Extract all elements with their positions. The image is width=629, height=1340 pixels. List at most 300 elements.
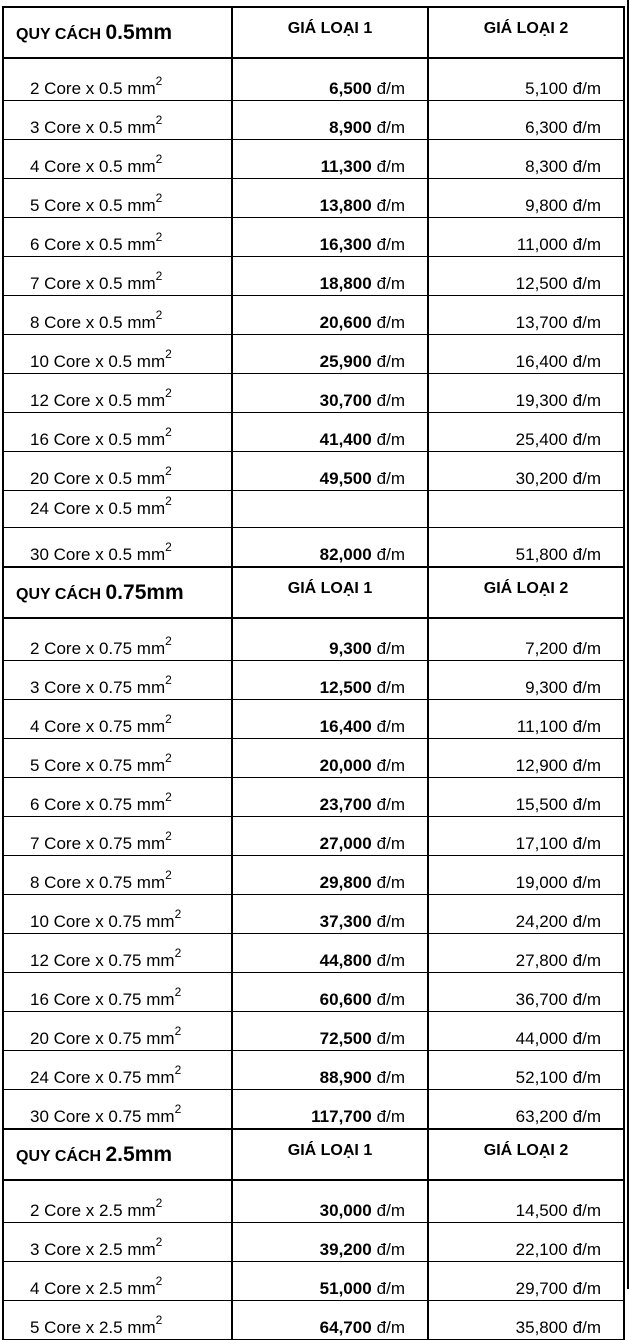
price-type-1-cell — [232, 934, 428, 973]
spec-header-prefix: QUY CÁCH — [16, 1147, 102, 1165]
square-exponent: 2 — [174, 985, 182, 1000]
table-row — [3, 661, 624, 700]
price-type-1-value: 9,300 — [329, 639, 372, 658]
price-unit: đ/m — [572, 912, 601, 931]
price-unit: đ/m — [376, 430, 405, 449]
price-unit: đ/m — [572, 274, 601, 293]
price-unit: đ/m — [376, 678, 405, 697]
price-unit: đ/m — [376, 990, 405, 1009]
price-type-2-cell — [428, 895, 624, 934]
price-type-2-value: 11,000 — [516, 235, 568, 254]
price-type-2-value: 22,100 — [515, 1240, 568, 1259]
price-type-1-header: GIÁ LOẠI 1 — [232, 7, 428, 58]
price-unit: đ/m — [572, 391, 601, 410]
price-unit: đ/m — [376, 469, 405, 488]
price-type-1-value: 41,400 — [319, 430, 372, 449]
price-type-2-cell — [428, 1090, 624, 1130]
price-type-1-cell — [232, 1090, 428, 1130]
cable-spec-text: 16 Core x 0.75 mm — [30, 990, 175, 1009]
price-unit: đ/m — [376, 951, 405, 970]
price-unit: đ/m — [572, 545, 601, 564]
price-type-1-cell — [232, 1012, 428, 1051]
price-unit: đ/m — [572, 469, 601, 488]
price-type-2-cell — [428, 58, 624, 101]
table-row — [3, 973, 624, 1012]
cable-spec-cell — [3, 528, 232, 568]
square-exponent: 2 — [165, 868, 172, 883]
square-exponent: 2 — [155, 1196, 163, 1211]
cable-spec-text: 12 Core x 0.75 mm — [30, 951, 175, 970]
price-type-2-value: 63,200 — [515, 1107, 568, 1126]
price-unit: đ/m — [376, 756, 405, 775]
price-type-1-cell — [232, 778, 428, 817]
cable-spec-text: 20 Core x 0.5 mm — [30, 469, 166, 488]
square-exponent: 2 — [155, 308, 163, 323]
price-type-2-value: 36,700 — [515, 990, 568, 1009]
price-type-2-cell — [428, 374, 624, 413]
price-type-1-cell — [232, 140, 428, 179]
table-row — [3, 179, 624, 218]
square-exponent: 2 — [165, 493, 172, 508]
price-type-2-value: 27,800 — [515, 951, 568, 970]
price-unit: đ/m — [572, 951, 601, 970]
cable-spec-cell — [3, 778, 232, 817]
table-row — [3, 778, 624, 817]
table-row — [3, 1180, 624, 1223]
price-unit: đ/m — [572, 1318, 601, 1337]
section-header-row — [3, 567, 624, 618]
price-unit: đ/m — [572, 352, 601, 371]
square-exponent: 2 — [155, 230, 163, 245]
price-unit: đ/m — [572, 1279, 601, 1298]
square-exponent: 2 — [155, 1235, 163, 1250]
price-type-1-value: 72,500 — [319, 1029, 372, 1048]
price-unit: đ/m — [376, 313, 405, 332]
price-type-1-cell — [232, 1262, 428, 1301]
cable-spec-cell — [3, 218, 232, 257]
cable-spec-cell — [3, 934, 232, 973]
price-type-1-value: 29,800 — [319, 873, 372, 892]
price-type-2-cell — [428, 257, 624, 296]
table-row — [3, 335, 624, 374]
price-type-1-value: 18,800 — [319, 274, 372, 293]
cable-spec-cell — [3, 257, 232, 296]
price-type-2-value: 8,300 — [525, 157, 568, 176]
table-row — [3, 374, 624, 413]
cable-spec-cell — [3, 1223, 232, 1262]
price-unit: đ/m — [376, 274, 405, 293]
price-unit: đ/m — [376, 1107, 405, 1126]
price-type-2-cell — [428, 296, 624, 335]
price-type-2-cell — [428, 661, 624, 700]
cable-spec-text: 5 Core x 0.5 mm — [30, 196, 156, 215]
cable-spec-cell — [3, 1090, 232, 1130]
price-type-1-value: 30,700 — [319, 391, 372, 410]
price-type-2-value: 9,800 — [525, 196, 568, 215]
price-unit: đ/m — [376, 717, 405, 736]
price-type-2-value: 51,800 — [515, 545, 568, 564]
price-type-2-cell — [428, 1051, 624, 1090]
square-exponent: 2 — [174, 1024, 182, 1039]
price-type-1-value: 82,000 — [319, 545, 372, 564]
square-exponent: 2 — [165, 712, 172, 727]
price-type-1-cell — [232, 374, 428, 413]
cable-spec-cell — [3, 491, 232, 528]
price-type-2-cell — [428, 1262, 624, 1301]
price-unit: đ/m — [572, 430, 601, 449]
price-unit: đ/m — [376, 391, 405, 410]
price-type-1-value: 16,400 — [319, 717, 372, 736]
section-header-row — [3, 1129, 624, 1180]
square-exponent: 2 — [174, 1063, 182, 1078]
price-type-2-cell — [428, 335, 624, 374]
price-unit: đ/m — [572, 1240, 601, 1259]
spec-header-size: 0.75mm — [105, 580, 184, 604]
cable-spec-cell — [3, 817, 232, 856]
spec-header-prefix: QUY CÁCH — [16, 25, 102, 43]
price-type-2-value: 24,200 — [515, 912, 568, 931]
price-unit: đ/m — [572, 873, 601, 892]
square-exponent: 2 — [155, 191, 163, 206]
cable-spec-text: 4 Core x 0.75 mm — [30, 717, 166, 736]
square-exponent: 2 — [165, 790, 172, 805]
cable-spec-text: 16 Core x 0.5 mm — [30, 430, 166, 449]
price-type-1-value: 64,700 — [319, 1318, 372, 1337]
price-unit: đ/m — [376, 352, 405, 371]
spec-header-prefix: QUY CÁCH — [16, 585, 102, 603]
price-type-2-value: 15,500 — [515, 795, 568, 814]
table-row — [3, 1051, 624, 1090]
price-unit: đ/m — [572, 639, 601, 658]
price-unit: đ/m — [376, 795, 405, 814]
price-type-1-cell — [232, 973, 428, 1012]
cable-spec-text: 6 Core x 0.5 mm — [30, 235, 156, 254]
price-type-2-value: 35,800 — [515, 1318, 568, 1337]
price-type-1-value: 23,700 — [319, 795, 372, 814]
price-type-1-cell — [232, 1301, 428, 1340]
price-type-2-header: GIÁ LOẠI 2 — [428, 1129, 624, 1180]
cable-spec-text: 3 Core x 0.75 mm — [30, 678, 166, 697]
price-type-2-cell — [428, 973, 624, 1012]
table-row — [3, 140, 624, 179]
price-type-2-cell — [428, 1180, 624, 1223]
table-row — [3, 58, 624, 101]
price-type-2-cell — [428, 778, 624, 817]
spec-column-header — [3, 7, 232, 58]
cable-spec-cell — [3, 739, 232, 778]
price-unit: đ/m — [572, 196, 601, 215]
price-unit: đ/m — [376, 1279, 405, 1298]
table-row — [3, 1090, 624, 1130]
price-type-2-cell — [428, 218, 624, 257]
cable-spec-text: 5 Core x 0.75 mm — [30, 756, 166, 775]
price-type-2-header: GIÁ LOẠI 2 — [428, 567, 624, 618]
price-unit: đ/m — [376, 235, 405, 254]
price-type-1-cell — [232, 700, 428, 739]
square-exponent: 2 — [155, 269, 163, 284]
cable-spec-cell — [3, 1301, 232, 1340]
price-type-1-header: GIÁ LOẠI 1 — [232, 1129, 428, 1180]
price-type-1-value: 30,000 — [319, 1201, 372, 1220]
price-type-2-value: 11,100 — [516, 717, 568, 736]
price-type-2-value: 12,900 — [515, 756, 568, 775]
price-type-1-value: 39,200 — [319, 1240, 372, 1259]
price-type-1-value: 88,900 — [319, 1068, 372, 1087]
price-unit: đ/m — [572, 678, 601, 697]
price-type-1-value: 16,300 — [319, 235, 372, 254]
cable-spec-text: 2 Core x 0.75 mm — [30, 639, 166, 658]
square-exponent: 2 — [165, 425, 172, 440]
cable-spec-cell — [3, 700, 232, 739]
price-type-1-cell — [232, 413, 428, 452]
price-type-2-cell — [428, 491, 624, 528]
price-type-2-cell — [428, 934, 624, 973]
cable-spec-cell — [3, 335, 232, 374]
square-exponent: 2 — [165, 347, 172, 362]
cable-spec-text: 2 Core x 0.5 mm — [30, 79, 156, 98]
price-type-1-value: 8,900 — [329, 118, 372, 137]
table-row — [3, 528, 624, 568]
table-row — [3, 739, 624, 778]
price-unit: đ/m — [376, 1068, 405, 1087]
cable-spec-cell — [3, 58, 232, 101]
table-row — [3, 101, 624, 140]
square-exponent: 2 — [165, 464, 172, 479]
cable-spec-cell — [3, 856, 232, 895]
price-unit: đ/m — [376, 873, 405, 892]
cable-spec-cell — [3, 1012, 232, 1051]
cable-spec-cell — [3, 179, 232, 218]
price-type-2-value: 9,300 — [525, 678, 568, 697]
price-type-1-cell — [232, 528, 428, 568]
price-unit: đ/m — [376, 1201, 405, 1220]
cable-spec-cell — [3, 1262, 232, 1301]
price-unit: đ/m — [572, 235, 601, 254]
price-type-2-header: GIÁ LOẠI 2 — [428, 7, 624, 58]
price-type-1-cell — [232, 335, 428, 374]
cable-spec-cell — [3, 452, 232, 491]
price-type-1-value: 20,000 — [319, 756, 372, 775]
price-unit: đ/m — [376, 1240, 405, 1259]
cable-spec-text: 4 Core x 2.5 mm — [30, 1279, 156, 1298]
square-exponent: 2 — [165, 540, 172, 555]
square-exponent: 2 — [174, 946, 182, 961]
price-type-2-value: 12,500 — [515, 274, 568, 293]
price-type-1-value: 117,700 — [311, 1107, 372, 1126]
cable-spec-text: 8 Core x 0.75 mm — [30, 873, 166, 892]
price-type-1-value: 25,900 — [319, 352, 372, 371]
price-type-2-value: 19,300 — [515, 391, 568, 410]
table-row — [3, 413, 624, 452]
price-type-1-value: 12,500 — [319, 678, 372, 697]
price-type-1-value: 6,500 — [329, 79, 372, 98]
price-type-1-value: 13,800 — [319, 196, 372, 215]
cable-spec-text: 8 Core x 0.5 mm — [30, 313, 156, 332]
cable-spec-cell — [3, 1051, 232, 1090]
price-type-2-cell — [428, 101, 624, 140]
table-row — [3, 257, 624, 296]
price-unit: đ/m — [572, 313, 601, 332]
price-type-2-cell — [428, 618, 624, 661]
table-row — [3, 856, 624, 895]
cable-spec-text: 24 Core x 0.75 mm — [30, 1068, 175, 1087]
price-type-1-cell — [232, 58, 428, 101]
square-exponent: 2 — [165, 829, 172, 844]
table-row — [3, 1012, 624, 1051]
price-unit: đ/m — [376, 1318, 405, 1337]
price-type-2-cell — [428, 1223, 624, 1262]
square-exponent: 2 — [155, 1313, 163, 1328]
price-type-2-value: 14,500 — [515, 1201, 568, 1220]
cable-spec-cell — [3, 895, 232, 934]
spec-header-size: 2.5mm — [105, 1142, 173, 1166]
spec-column-header — [3, 567, 232, 618]
price-type-1-cell — [232, 895, 428, 934]
price-type-2-value: 17,100 — [515, 834, 568, 853]
table-row — [3, 452, 624, 491]
cable-price-table — [2, 6, 625, 1340]
price-unit: đ/m — [376, 157, 405, 176]
price-type-2-value: 7,200 — [525, 639, 568, 658]
cable-spec-text: 5 Core x 2.5 mm — [30, 1318, 156, 1337]
price-type-1-cell — [232, 1223, 428, 1262]
price-type-2-cell — [428, 817, 624, 856]
price-unit: đ/m — [572, 834, 601, 853]
price-type-1-value: 27,000 — [319, 834, 372, 853]
cable-spec-text: 3 Core x 2.5 mm — [30, 1240, 156, 1259]
price-unit: đ/m — [572, 118, 601, 137]
price-type-1-value: 11,300 — [320, 157, 372, 176]
table-row — [3, 1223, 624, 1262]
price-unit: đ/m — [572, 1068, 601, 1087]
price-type-1-value: 37,300 — [319, 912, 372, 931]
price-unit: đ/m — [572, 157, 601, 176]
price-type-1-cell — [232, 739, 428, 778]
price-type-1-cell — [232, 452, 428, 491]
price-type-2-cell — [428, 413, 624, 452]
table-body — [3, 7, 624, 1340]
cable-spec-text: 10 Core x 0.75 mm — [30, 912, 175, 931]
price-unit: đ/m — [376, 834, 405, 853]
price-type-1-cell — [232, 101, 428, 140]
price-type-1-header: GIÁ LOẠI 1 — [232, 567, 428, 618]
cable-spec-text: 2 Core x 2.5 mm — [30, 1201, 156, 1220]
price-type-2-value: 25,400 — [515, 430, 568, 449]
table-row — [3, 618, 624, 661]
price-type-2-value: 19,000 — [515, 873, 568, 892]
price-unit: đ/m — [572, 795, 601, 814]
price-type-1-value: 60,600 — [319, 990, 372, 1009]
square-exponent: 2 — [165, 386, 172, 401]
table-row — [3, 296, 624, 335]
price-type-1-cell — [232, 1180, 428, 1223]
price-type-2-cell — [428, 739, 624, 778]
price-type-2-value: 52,100 — [515, 1068, 568, 1087]
price-type-1-value: 44,800 — [319, 951, 372, 970]
price-type-1-value: 49,500 — [319, 469, 372, 488]
table-row — [3, 218, 624, 257]
price-type-1-value: 51,000 — [319, 1279, 372, 1298]
cable-spec-text: 12 Core x 0.5 mm — [30, 391, 166, 410]
price-type-1-cell — [232, 218, 428, 257]
price-unit: đ/m — [376, 1029, 405, 1048]
price-type-2-cell — [428, 528, 624, 568]
cable-spec-cell — [3, 661, 232, 700]
price-unit: đ/m — [376, 545, 405, 564]
cable-spec-text: 20 Core x 0.75 mm — [30, 1029, 175, 1048]
cable-spec-text: 6 Core x 0.75 mm — [30, 795, 166, 814]
price-type-2-cell — [428, 1301, 624, 1340]
table-row — [3, 491, 624, 528]
cable-spec-cell — [3, 101, 232, 140]
cable-spec-text: 30 Core x 0.5 mm — [30, 545, 166, 564]
spec-column-header — [3, 1129, 232, 1180]
price-type-1-cell — [232, 661, 428, 700]
price-unit: đ/m — [572, 1201, 601, 1220]
cable-spec-cell — [3, 973, 232, 1012]
cable-spec-cell — [3, 140, 232, 179]
square-exponent: 2 — [155, 152, 163, 167]
cable-spec-text: 3 Core x 0.5 mm — [30, 118, 156, 137]
price-type-2-value: 5,100 — [525, 79, 568, 98]
table-row — [3, 700, 624, 739]
price-type-1-cell — [232, 817, 428, 856]
price-type-2-cell — [428, 700, 624, 739]
price-type-1-cell — [232, 179, 428, 218]
table-row — [3, 1262, 624, 1301]
square-exponent: 2 — [165, 673, 172, 688]
table-row — [3, 895, 624, 934]
table-row — [3, 817, 624, 856]
price-type-1-cell — [232, 296, 428, 335]
price-type-2-value: 16,400 — [515, 352, 568, 371]
cable-spec-text: 10 Core x 0.5 mm — [30, 352, 166, 371]
square-exponent: 2 — [174, 907, 182, 922]
table-row — [3, 934, 624, 973]
price-type-2-value: 30,200 — [515, 469, 568, 488]
price-type-1-cell — [232, 618, 428, 661]
price-type-1-cell — [232, 257, 428, 296]
cable-spec-text: 24 Core x 0.5 mm — [30, 498, 166, 518]
cable-spec-text: 7 Core x 0.5 mm — [30, 274, 156, 293]
cable-spec-cell — [3, 618, 232, 661]
spec-header-size: 0.5mm — [105, 20, 173, 44]
price-unit: đ/m — [572, 717, 601, 736]
square-exponent: 2 — [165, 751, 172, 766]
price-type-2-cell — [428, 856, 624, 895]
price-unit: đ/m — [572, 79, 601, 98]
square-exponent: 2 — [155, 74, 163, 89]
price-unit: đ/m — [572, 756, 601, 775]
price-type-2-cell — [428, 452, 624, 491]
price-unit: đ/m — [376, 639, 405, 658]
price-type-2-value: 44,000 — [515, 1029, 568, 1048]
price-type-1-cell — [232, 856, 428, 895]
price-unit: đ/m — [376, 118, 405, 137]
price-unit: đ/m — [572, 990, 601, 1009]
cable-spec-text: 4 Core x 0.5 mm — [30, 157, 156, 176]
cable-spec-cell — [3, 374, 232, 413]
price-unit: đ/m — [572, 1107, 601, 1126]
price-unit: đ/m — [572, 1029, 601, 1048]
price-unit: đ/m — [376, 912, 405, 931]
square-exponent: 2 — [155, 113, 163, 128]
square-exponent: 2 — [155, 1274, 163, 1289]
price-type-2-cell — [428, 140, 624, 179]
price-type-2-cell — [428, 1012, 624, 1051]
cable-spec-cell — [3, 1180, 232, 1223]
table-row — [3, 1301, 624, 1340]
